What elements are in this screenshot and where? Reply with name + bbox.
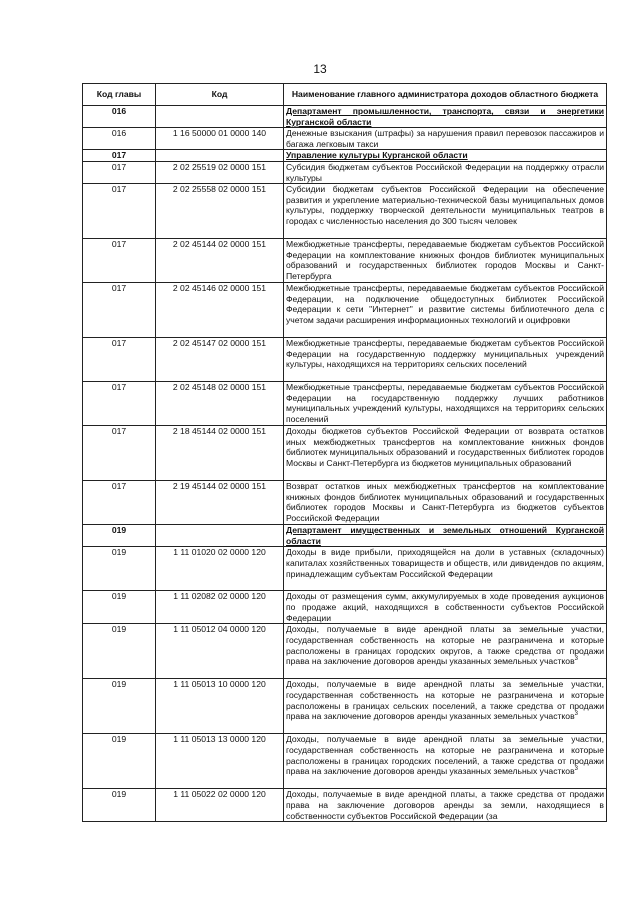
name-cell: Субсидии бюджетам субъектов Российской Федерации на обеспечение развития и укрепление материально-технической базы муниципальных домов культуры, поддержку творческой деятельности муниципальных театров в городах с численностью населения до 300 тысяч человек <box>284 184 607 239</box>
code-cell: 2 02 45147 02 0000 151 <box>156 338 284 382</box>
revenue-administrators-table <box>82 83 607 822</box>
department-row <box>83 106 607 128</box>
code-cell: 1 11 05013 10 0000 120 <box>156 679 284 734</box>
name-cell: Межбюджетные трансферты, передаваемые бюджетам субъектов Российской Федерации, на подключение общедоступных библиотек Российской Федерации к сети "Интернет" и развитие системы библиотечного дела с учетом задачи расширения информационных технологий и оцифровки <box>284 283 607 338</box>
chapter-cell: 016 <box>83 128 156 150</box>
name-text: Доходы, получаемые в виде арендной платы за земельные участки, государственная собственность на которые не разграничена и которые расположены в границах городских поселений, а также средства от продажи права на заключение договоров аренды указанных земельных участков <box>286 734 604 777</box>
table-row <box>83 283 607 338</box>
table-row <box>83 184 607 239</box>
name-cell: Доходы в виде прибыли, приходящейся на доли в уставных (складочных) капиталах хозяйственных товариществ и обществ, или дивидендов по акциям, принадлежащим субъектам Российской Федерации <box>284 547 607 591</box>
name-cell: Департамент имущественных и земельных отношений Курганской области <box>284 525 607 547</box>
chapter-cell: 019 <box>83 679 156 734</box>
code-cell: 1 11 02082 02 0000 120 <box>156 591 284 624</box>
table-row <box>83 679 607 734</box>
code-cell: 2 02 45146 02 0000 151 <box>156 283 284 338</box>
code-cell <box>156 106 284 128</box>
code-cell: 2 02 25558 02 0000 151 <box>156 184 284 239</box>
table-row <box>83 624 607 679</box>
chapter-cell: 017 <box>83 382 156 426</box>
code-cell: 1 11 05012 04 0000 120 <box>156 624 284 679</box>
name-cell <box>284 734 607 789</box>
code-cell <box>156 525 284 547</box>
table-row <box>83 481 607 525</box>
name-cell: Межбюджетные трансферты, передаваемые бюджетам субъектов Российской Федерации на государственную поддержку муниципальных учреждений культуры, находящихся на территориях сельских поселений <box>284 338 607 382</box>
table-header-row <box>83 84 607 106</box>
footnote-marker: 3 <box>574 656 578 663</box>
name-cell: Доходы бюджетов субъектов Российской Федерации от возврата остатков иных межбюджетных трансфертов на комплектование книжных фондов библиотек муниципальных образований и государственных библиотек городов Москвы и Санкт-Петербурга из бюджетов муниципальных образований <box>284 426 607 481</box>
table-row <box>83 128 607 150</box>
chapter-cell: 016 <box>83 106 156 128</box>
name-cell: Межбюджетные трансферты, передаваемые бюджетам субъектов Российской Федерации на государственную поддержку лучших работников муниципальных учреждений культуры, находящихся на территориях сельских поселений <box>284 382 607 426</box>
name-cell: Субсидия бюджетам субъектов Российской Федерации на поддержку отрасли культуры <box>284 161 607 183</box>
table-row <box>83 239 607 283</box>
chapter-cell: 017 <box>83 481 156 525</box>
name-cell: Управление культуры Курганской области <box>284 150 607 162</box>
chapter-cell: 017 <box>83 150 156 162</box>
name-cell: Департамент промышленности, транспорта, связи и энергетики Курганской области <box>284 106 607 128</box>
name-text: Доходы, получаемые в виде арендной платы за земельные участки, государственная собственность на которые не разграничена и которые расположены в границах сельских поселений, а также средства от продажи права на заключение договоров аренды указанных земельных участков <box>286 679 604 722</box>
header-administrator-name: Наименование главного администратора доходов областного бюджета <box>284 84 607 106</box>
code-cell: 2 02 45144 02 0000 151 <box>156 239 284 283</box>
chapter-cell: 019 <box>83 624 156 679</box>
name-cell <box>284 679 607 734</box>
chapter-cell: 017 <box>83 239 156 283</box>
code-cell: 2 18 45144 02 0000 151 <box>156 426 284 481</box>
table-row <box>83 591 607 624</box>
header-code: Код <box>156 84 284 106</box>
footnote-marker: 3 <box>574 766 578 773</box>
chapter-cell: 019 <box>83 591 156 624</box>
name-cell: Межбюджетные трансферты, передаваемые бюджетам субъектов Российской Федерации на комплектование книжных фондов библиотек муниципальных образований и государственных библиотек городов Москвы и Санкт-Петербурга <box>284 239 607 283</box>
table-row <box>83 382 607 426</box>
chapter-cell: 019 <box>83 547 156 591</box>
chapter-cell: 017 <box>83 338 156 382</box>
code-cell <box>156 150 284 162</box>
code-cell: 1 11 01020 02 0000 120 <box>156 547 284 591</box>
chapter-cell: 019 <box>83 789 156 822</box>
chapter-cell: 019 <box>83 525 156 547</box>
header-chapter-code: Код главы <box>83 84 156 106</box>
table-row <box>83 338 607 382</box>
name-cell: Денежные взыскания (штрафы) за нарушения правил перевозок пассажиров и багажа легковым такси <box>284 128 607 150</box>
code-cell: 2 02 45148 02 0000 151 <box>156 382 284 426</box>
chapter-cell: 017 <box>83 184 156 239</box>
chapter-cell: 017 <box>83 426 156 481</box>
code-cell: 2 19 45144 02 0000 151 <box>156 481 284 525</box>
table-row <box>83 426 607 481</box>
code-cell: 1 11 05013 13 0000 120 <box>156 734 284 789</box>
chapter-cell: 017 <box>83 283 156 338</box>
name-cell: Доходы от размещения сумм, аккумулируемых в ходе проведения аукционов по продаже акций, находящихся в собственности субъектов Российской Федерации <box>284 591 607 624</box>
code-cell: 2 02 25519 02 0000 151 <box>156 161 284 183</box>
table-row <box>83 789 607 822</box>
department-row <box>83 525 607 547</box>
table-row <box>83 734 607 789</box>
code-cell: 1 11 05022 02 0000 120 <box>156 789 284 822</box>
chapter-cell: 017 <box>83 161 156 183</box>
table-row <box>83 547 607 591</box>
name-text: Доходы, получаемые в виде арендной платы за земельные участки, государственная собственность на которые не разграничена и которые расположены в границах городских округов, а также средства от продажи права на заключение договоров аренды указанных земельных участков <box>286 624 604 667</box>
name-cell: Доходы, получаемые в виде арендной платы, а также средства от продажи права на заключение договоров аренды за земли, находящиеся в собственности субъектов Российской Федерации (за <box>284 789 607 822</box>
department-row <box>83 150 607 162</box>
name-cell <box>284 624 607 679</box>
code-cell: 1 16 50000 01 0000 140 <box>156 128 284 150</box>
table-row <box>83 161 607 183</box>
chapter-cell: 019 <box>83 734 156 789</box>
name-cell: Возврат остатков иных межбюджетных трансфертов на комплектование книжных фондов библиотек муниципальных образований и государственных библиотек городов Москвы и Санкт-Петербурга из бюджетов субъектов Российской Федерации <box>284 481 607 525</box>
footnote-marker: 3 <box>574 711 578 718</box>
page-number: 13 <box>313 62 327 76</box>
